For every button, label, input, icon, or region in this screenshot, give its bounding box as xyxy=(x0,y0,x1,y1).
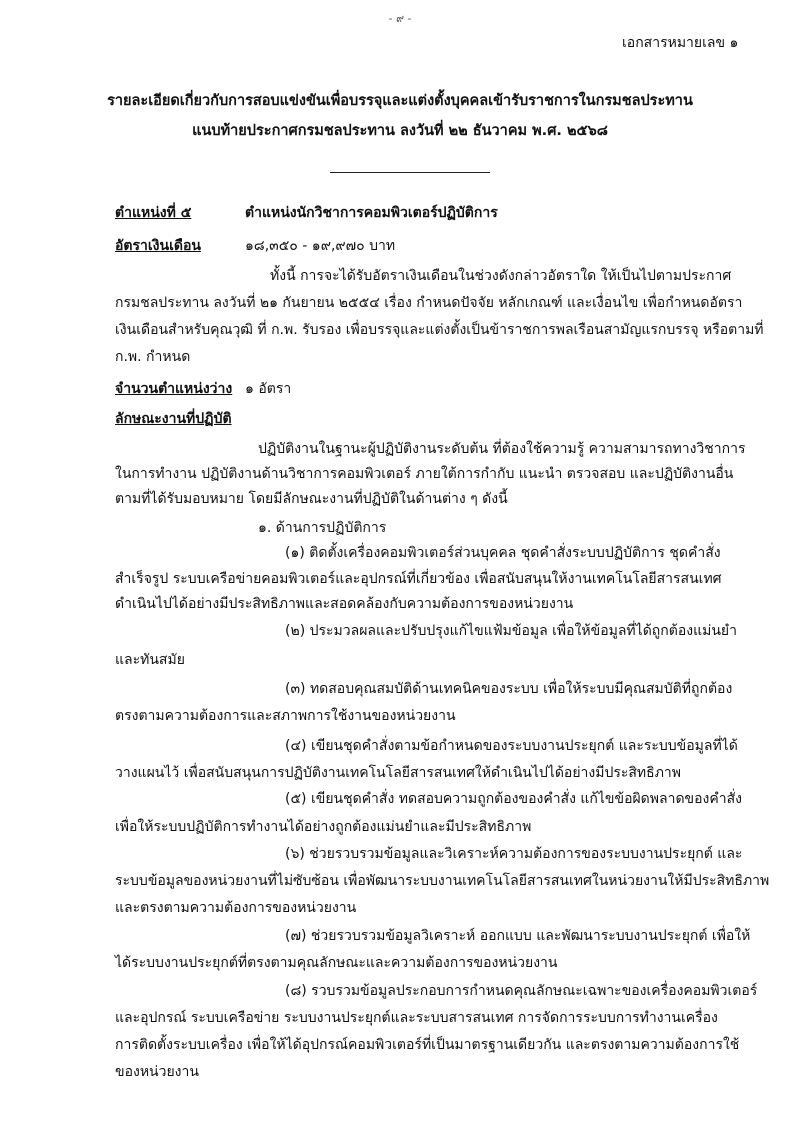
duty-item-line: เพื่อให้ระบบปฏิบัติการทำงานได้อย่างถูกต้องแม่นยำและมีประสิทธิภาพ xyxy=(115,819,532,835)
duty-item-line: (๔) เขียนชุดคำสั่งตามข้อกำหนดของระบบงานประยุกต์ และระบบข้อมูลที่ได้ xyxy=(285,738,738,754)
salary-note-line: กรมชลประทาน ลงวันที่ ๒๑ กันยายน ๒๕๕๔ เรื่อง กำหนดปัจจัย หลักเกณฑ์ และเงื่อนไข เพื่อกำหนดอัตรา xyxy=(115,295,743,311)
duties-intro-line: ปฏิบัติงานในฐานะผู้ปฏิบัติงานระดับต้น ที่ต้องใช้ความรู้ ความสามารถทางวิชาการ xyxy=(258,441,746,457)
duty-item-line: วางแผนไว้ เพื่อสนับสนุนการปฏิบัติงานเทคโนโลยีสารสนเทศให้ดำเนินไปได้อย่างมีประสิทธิภาพ xyxy=(115,765,682,781)
duty-item-line: (๑) ติดตั้งเครื่องคอมพิวเตอร์ส่วนบุคคล ชุดคำสั่งระบบปฏิบัติการ ชุดคำสั่ง xyxy=(285,545,721,561)
section-heading: ๑. ด้านการปฏิบัติการ xyxy=(258,520,387,536)
duty-item-line: ดำเนินไปได้อย่างมีประสิทธิภาพและสอดคล้องกับความต้องการของหน่วยงาน xyxy=(115,596,574,612)
page-number: - ๙ - xyxy=(388,12,412,25)
duty-item-line: (๓) ทดสอบคุณสมบัติด้านเทคนิคของระบบ เพื่อให้ระบบมีคุณสมบัติที่ถูกต้อง xyxy=(285,681,733,697)
duty-item-line: (๖) ช่วยรวบรวมข้อมูลและวิเคราะห์ความต้องการของระบบงานประยุกต์ และ xyxy=(285,846,743,862)
divider xyxy=(330,172,490,173)
duty-item-line: (๒) ประมวลผลและปรับปรุงแก้ไขแฟ้มข้อมูล เพื่อให้ข้อมูลที่ได้ถูกต้องแม่นยำ xyxy=(285,623,737,639)
title-line-2: แนบท้ายประกาศกรมชลประทาน ลงวันที่ ๒๒ ธันวาคม พ.ศ. ๒๕๖๘ xyxy=(192,123,608,139)
vacancy-label: จำนวนตำแหน่งว่าง xyxy=(115,381,233,397)
duty-item-line: การติดตั้งระบบเครื่อง เพื่อให้ได้อุปกรณ์คอมพิวเตอร์ที่เป็นมาตรฐานเดียวกัน และตรงตามความต้องการใช้ xyxy=(115,1037,740,1053)
duties-intro-line: ในการทำงาน ปฏิบัติงานด้านวิชาการคอมพิวเตอร์ ภายใต้การกำกับ แนะนำ ตรวจสอบ และปฏิบัติงานอื่น xyxy=(115,466,734,482)
duties-heading: ลักษณะงานที่ปฏิบัติ xyxy=(115,411,232,427)
duty-item-line: สำเร็จรูป ระบบเครือข่ายคอมพิวเตอร์และอุปกรณ์ที่เกี่ยวข้อง เพื่อสนับสนุนให้งานเทคโนโลยีสารสนเทศ xyxy=(115,571,722,587)
duty-item-line: ของหน่วยงาน xyxy=(115,1064,199,1080)
duty-item-line: (๘) รวบรวมข้อมูลประกอบการกำหนดคุณลักษณะเฉพาะของเครื่องคอมพิวเตอร์ xyxy=(285,983,758,999)
duty-item-line: ได้ระบบงานประยุกต์ที่ตรงตามคุณลักษณะและความต้องการของหน่วยงาน xyxy=(115,955,558,971)
salary-note-line: ทั้งนี้ การจะได้รับอัตราเงินเดือนในช่วงดังกล่าวอัตราใด ให้เป็นไปตามประกาศ xyxy=(270,268,732,284)
salary-label: อัตราเงินเดือน xyxy=(115,238,201,254)
duty-item-line: (๕) เขียนชุดคำสั่ง ทดสอบความถูกต้องของคำสั่ง แก้ไขข้อผิดพลาดของคำสั่ง xyxy=(285,791,742,807)
title-line-1: รายละเอียดเกี่ยวกับการสอบแข่งขันเพื่อบรรจุและแต่งตั้งบุคคลเข้ารับราชการในกรมชลประทาน xyxy=(107,93,693,109)
position-label: ตำแหน่งที่ ๕ xyxy=(115,205,192,221)
doc-reference: เอกสารหมายเลข ๑ xyxy=(622,35,739,51)
salary-note-line: ก.พ. กำหนด xyxy=(115,349,191,365)
salary-note-line: เงินเดือนสำหรับคุณวุฒิ ที่ ก.พ. รับรอง เพื่อบรรจุและแต่งตั้งเป็นข้าราชการพลเรือนสามัญแรกบรรจุ หรือตามที่ xyxy=(115,322,764,338)
duty-item-line: ตรงตามความต้องการและสภาพการใช้งานของหน่วยงาน xyxy=(115,708,456,724)
salary-value: ๑๘,๓๕๐ - ๑๙,๙๗๐ บาท xyxy=(245,238,396,254)
duty-item-line: (๗) ช่วยรวบรวมข้อมูลวิเคราะห์ ออกแบบ และพัฒนาระบบงานประยุกต์ เพื่อให้ xyxy=(285,928,751,944)
position-value: ตำแหน่งนักวิชาการคอมพิวเตอร์ปฏิบัติการ xyxy=(245,205,498,221)
duty-item-line: และตรงตามความต้องการของหน่วยงาน xyxy=(115,900,357,916)
duty-item-line: ระบบข้อมูลของหน่วยงานที่ไม่ซับซ้อน เพื่อพัฒนาระบบงานเทคโนโลยีสารสนเทศในหน่วยงานให้มีประสิทธิภาพ xyxy=(115,873,770,889)
duty-item-line: และอุปกรณ์ ระบบเครือข่าย ระบบงานประยุกต์และระบบสารสนเทศ การจัดการระบบการทำงานเครื่อง xyxy=(115,1010,718,1026)
vacancy-value: ๑ อัตรา xyxy=(245,381,292,397)
duties-intro-line: ตามที่ได้รับมอบหมาย โดยมีลักษณะงานที่ปฏิบัติในด้านต่าง ๆ ดังนี้ xyxy=(115,491,508,507)
duty-item-line: และทันสมัย xyxy=(115,652,185,668)
